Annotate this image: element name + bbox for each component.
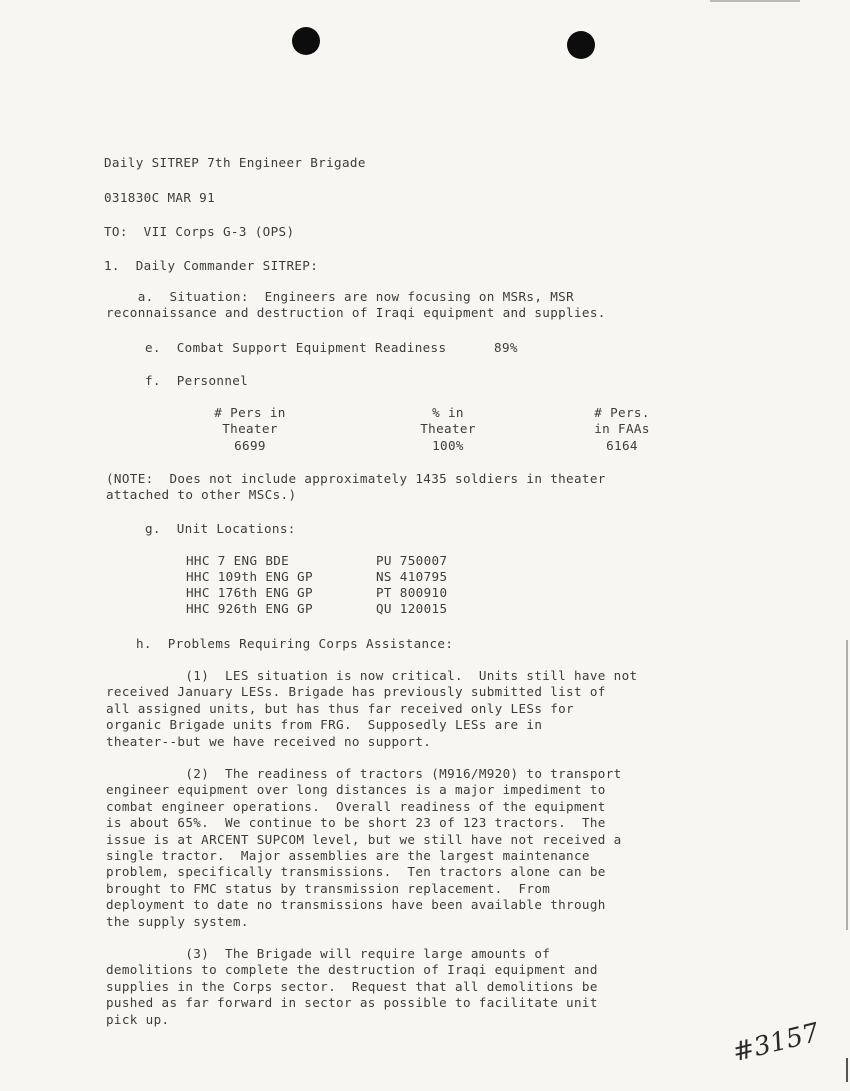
handwritten-document-number: #3157 <box>729 1017 823 1069</box>
unit-locations-heading: g. Unit Locations: <box>145 521 296 536</box>
problems-heading: h. Problems Requiring Corps Assistance: <box>136 636 454 651</box>
personnel-header-pers-in-faas: # Pers. in FAAs <box>594 405 650 437</box>
equipment-readiness: e. Combat Support Equipment Readiness 89% <box>145 340 518 355</box>
personnel-value-percent-in-theater: 100% <box>432 438 464 453</box>
unit-name: HHC 7 ENG BDE <box>186 553 290 568</box>
unit-grid: QU 120015 <box>376 601 448 616</box>
date-time-group: 031830C MAR 91 <box>104 190 216 205</box>
personnel-value-pers-in-faas: 6164 <box>606 438 638 453</box>
scan-edge-line <box>846 1058 848 1082</box>
problem-paragraph-2: (2) The readiness of tractors (M916/M920) to transport engineer equipment over long distances is a major impediment to combat engineer operations. Overall readiness of the equipment is about 65%. We continue to be short 23 of 123 tractors. The issue is at ARCENT SUPCOM level, but we still have not received a single tractor. Major assemblies are the largest maintenance problem, specifically transmissions. Ten tractors alone can be brought to FMC status by transmission replacement. From deployment to date no transmissions have been available through the supply system. <box>106 766 622 929</box>
top-edge-mark <box>710 0 800 2</box>
document-title: Daily SITREP 7th Engineer Brigade <box>104 155 366 170</box>
personnel-header-pers-in-theater: # Pers in Theater <box>214 405 286 437</box>
personnel-header-percent-in-theater: % in Theater <box>420 405 476 437</box>
scan-edge-line <box>846 640 848 930</box>
unit-name: HHC 109th ENG GP <box>186 569 313 584</box>
addressee: TO: VII Corps G-3 (OPS) <box>104 224 295 239</box>
unit-grid: NS 410795 <box>376 569 448 584</box>
punch-hole-right <box>567 31 595 59</box>
unit-grid: PU 750007 <box>376 553 448 568</box>
unit-name: HHC 176th ENG GP <box>186 585 313 600</box>
personnel-heading: f. Personnel <box>145 373 249 388</box>
unit-name: HHC 926th ENG GP <box>186 601 313 616</box>
problem-paragraph-1: (1) LES situation is now critical. Units still have not received January LESs. Brigade has previously submitted list of all assigned units, but has thus far received only LESs for organic Brigade units from FRG. Supposedly LESs are in theater--but we have received no support. <box>106 668 638 749</box>
section-heading: 1. Daily Commander SITREP: <box>104 258 319 273</box>
personnel-note: (NOTE: Does not include approximately 1435 soldiers in theater attached to other MSCs.) <box>106 471 606 503</box>
unit-grid: PT 800910 <box>376 585 448 600</box>
personnel-value-pers-in-theater: 6699 <box>234 438 266 453</box>
situation-paragraph: a. Situation: Engineers are now focusing on MSRs, MSR reconnaissance and destruction of Iraqi equipment and supplies. <box>106 289 606 321</box>
punch-hole-left <box>292 27 320 55</box>
problem-paragraph-3: (3) The Brigade will require large amounts of demolitions to complete the destruction of Iraqi equipment and supplies in the Corps sector. Request that all demolitions be pushed as far forward in sector as possible to facilitate unit pick up. <box>106 946 598 1027</box>
